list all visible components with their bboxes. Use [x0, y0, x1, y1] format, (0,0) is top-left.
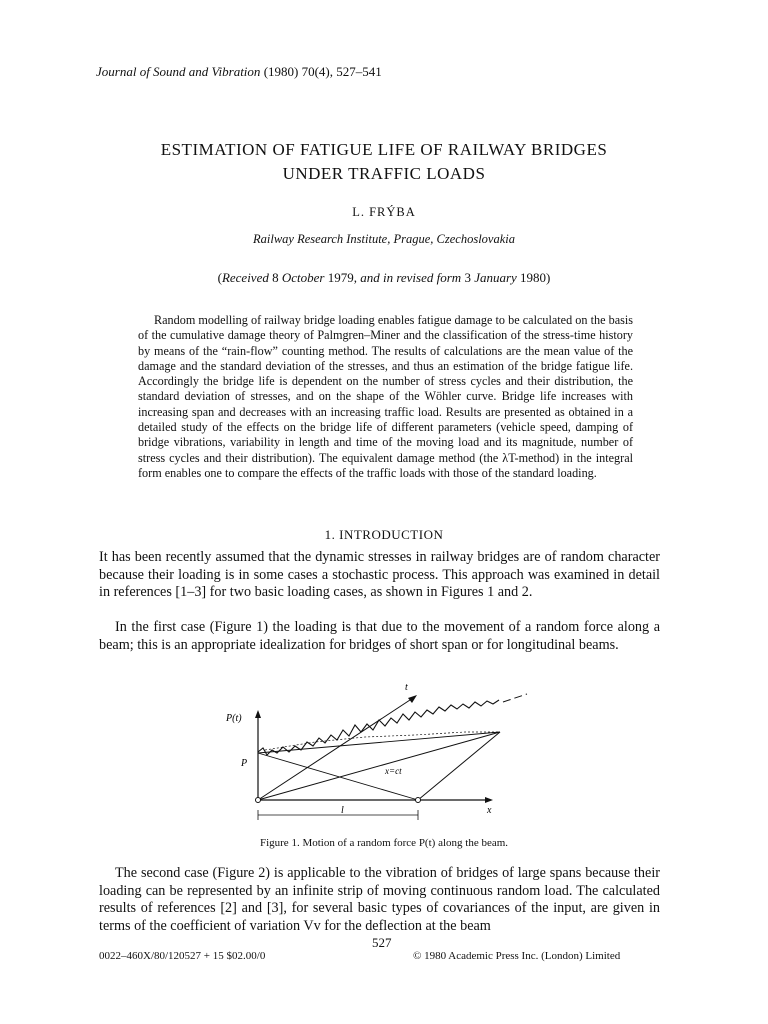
article-code: 0022–460X/80/120527 + 15 $02.00/0	[99, 950, 266, 962]
label-t: t	[405, 682, 408, 693]
copyright: © 1980 Academic Press Inc. (London) Limited	[413, 950, 621, 962]
section-heading: 1. INTRODUCTION	[324, 527, 444, 542]
paper-title	[0, 138, 768, 186]
label-P: P	[241, 758, 248, 769]
label-xct: x=ct	[385, 766, 402, 776]
journal-name: Journal of Sound and Vibration	[96, 64, 261, 79]
title-line-1: ESTIMATION OF FATIGUE LIFE OF RAILWAY BRIDGES	[160, 140, 608, 159]
page-number: 527	[372, 935, 392, 950]
label-l: l	[341, 805, 344, 816]
journal-citation	[96, 64, 382, 80]
abstract: Random modelling of railway bridge loading enables fatigue damage to be calculated on the basis of the cumulative damage theory of Palmgren–Miner and the classification of the stress-time history by means of the “rain-flow” counting method. The results of calculations are the mean value of the damage and the standard deviation of the stresses, and thus an estimation of the bridge fatigue life. Accordingly the bridge life is dependent on the number of stress cycles and their distribution, the standard deviation of stresses, and on the shape of the Wöhler curve. Bridge life increases with increasing span and decreases with an increasing traffic load. Results are presented as obtained in a detailed study of the effects on the bridge life of different parameters (vehicle speed, damping of bridge vibrations, variability in length and time of the moving load and its magnitude, number of stress cycles and their distribution). The equivalent damage method (the λT-method) in the integral form enables one to compare the effects of the traffic loads with those of the standard loading.	[138, 313, 633, 480]
affiliation: Railway Research Institute, Prague, Czechoslovakia	[253, 232, 515, 246]
label-x: x	[487, 805, 492, 816]
figure-1-diagram	[225, 680, 545, 830]
figure-caption: Figure 1. Motion of a random force P(t) along the beam.	[259, 837, 509, 849]
journal-volume-pages: (1980) 70(4), 527–541	[260, 64, 382, 79]
paragraph-3: The second case (Figure 2) is applicable to the vibration of bridges of large spans because their loading can be represented by an infinite strip of moving continuous random load. The calculated results of references [2] and [3], for several basic types of covariances of the input, are given in terms of the coefficient of variation Vv for the deflection at the beam	[99, 865, 660, 934]
author: L. FRÝBA	[352, 205, 416, 219]
paragraph-2: In the first case (Figure 1) the loading is that due to the movement of a random force along a beam; this is an appropriate idealization for bridges of short span or for longitudinal beams.	[99, 619, 660, 653]
title-line-2: UNDER TRAFFIC LOADS	[282, 164, 486, 183]
paragraph-1: It has been recently assumed that the dynamic stresses in railway bridges are of random character because their loading is in some cases a stochastic process. This approach was examined in detail in references [1–3] for two basic loading cases, as shown in Figures 1 and 2.	[99, 549, 660, 600]
received-dates: (Received 8 October 1979, and in revised form 3 January 1980)	[217, 270, 551, 285]
label-P-t: P(t)	[226, 713, 242, 724]
